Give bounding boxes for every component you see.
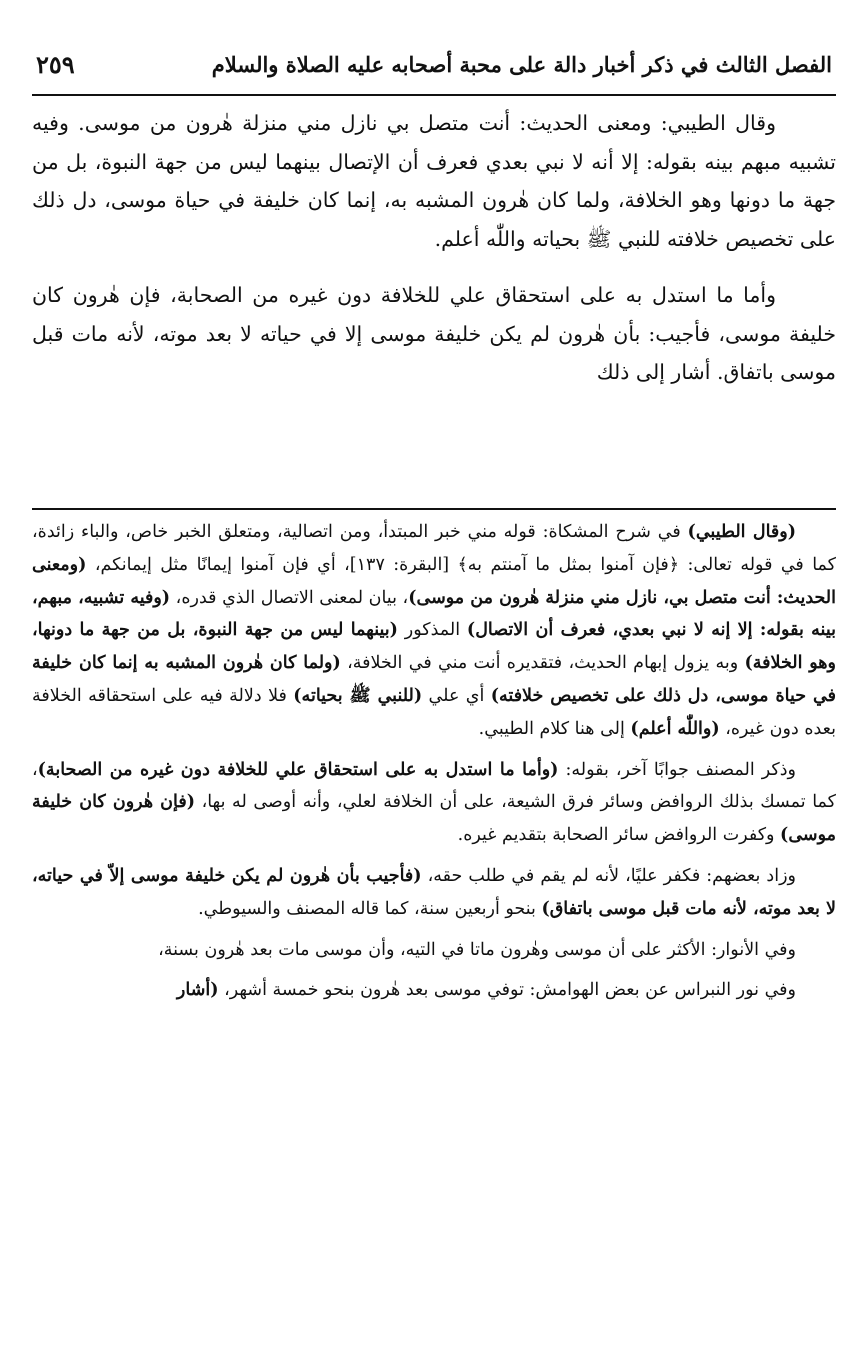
- quoted-text: (فأجيب بأن هٰرون لم يكن خليفة موسى إلاّ في حياته، لا بعد موته، لأنه مات قبل موسى باتفاق): [32, 865, 836, 919]
- explanation-text: المذكور: [397, 620, 467, 641]
- commentary-divider: [32, 508, 836, 510]
- quoted-text: (وفيه تشبيه، مبهم، بينه بقوله: إلا إنه لا نبي بعدي، فعرف أن الاتصال): [32, 587, 836, 641]
- commentary-paragraph: [32, 974, 836, 1007]
- quoted-text: (أشار: [176, 980, 219, 1001]
- explanation-text: وفي نور النبراس عن بعض الهوامش: توفي موسى بعد هٰرون بنحو خمسة أشهر،: [218, 980, 796, 1001]
- quoted-text: (واللّٰه أعلم): [630, 718, 720, 739]
- commentary-paragraph: [32, 934, 836, 967]
- main-paragraph: وأما ما استدل به على استحقاق علي للخلافة دون غيره من الصحابة، فإن هٰرون كان خليفة موسى، فأجيب: بأن هٰرون لم يكن خليفة موسى إلا في حياته لا بعد موته، لأنه مات قبل موسى باتفاق. أشار إلى ذلك: [32, 283, 836, 384]
- explanation-text: فلا دلالة فيه على استحقاقه الخلافة بعده دون غيره،: [32, 685, 836, 739]
- explanation-text: وفي الأنوار: الأكثر على أن موسى وهٰرون ماتا في التيه، وأن موسى مات بعد هٰرون بسنة،: [158, 939, 796, 960]
- quoted-text: (وقال الطيبي): [687, 522, 797, 542]
- explanation-text: إلى هنا كلام الطيبي.: [478, 718, 631, 739]
- explanation-text: وذكر المصنف جوابًا آخر، بقوله:: [558, 759, 796, 780]
- explanation-text: بنحو أربعين سنة، كما قاله المصنف والسيوطي.: [198, 898, 542, 919]
- explanation-text: وكفرت الروافض سائر الصحابة بتقديم غيره.: [457, 825, 781, 846]
- explanation-text: وبه يزول إبهام الحديث، فتقديره أنت مني في الخلافة،: [340, 653, 745, 674]
- explanation-text: وزاد بعضهم: فكفر عليًا، لأنه لم يقم في طلب حقه،: [421, 865, 796, 886]
- chapter-title: الفصل الثالث في ذكر أخبار دالة على محبة أصحابه عليه الصلاة والسلام: [211, 51, 832, 77]
- main-text: [32, 104, 836, 392]
- commentary-paragraph: [32, 516, 836, 746]
- explanation-text: أي علي: [422, 685, 491, 706]
- running-header: [36, 44, 832, 84]
- explanation-text: في شرح المشكاة: قوله مني خبر المبتدأ، ومن اتصالية، ومتعلق الخبر خاص، والباء زائدة، كما في قوله تعالى: ﴿فإن آمنوا بمثل ما آمنتم به﴾ [البقرة: ١٣٧]، أي فإن آمنوا إيمانًا مثل إيمانكم،: [32, 522, 836, 575]
- main-paragraph: وقال الطيبي: ومعنى الحديث: أنت متصل بي نازل مني منزلة هٰرون من موسى. وفيه تشبيه مبهم بينه بقوله: إلا أنه لا نبي بعدي فعرف أن الإتصال بينهما ليس من جهة النبوة، بل من جهة ما دونها وهو الخلافة، ولما كان هٰرون المشبه به، إنما كان خليفة في حياة موسى، دل ذلك على تخصيص خلافته للنبي ﷺ بحياته واللّٰه أعلم.: [32, 111, 836, 251]
- quoted-text: (للنبي ﷺ بحياته): [293, 685, 423, 706]
- quoted-text: (بينهما ليس من جهة النبوة، بل من جهة ما دونها، وهو الخلافة): [32, 620, 836, 674]
- quoted-text: (وأما ما استدل به على استحقاق علي للخلافة دون غيره من الصحابة): [37, 759, 559, 780]
- commentary-paragraph: [32, 860, 836, 926]
- quoted-text: (ولما كان هٰرون المشبه به إنما كان خليفة في حياة موسى، دل ذلك على تخصيص خلافته): [32, 653, 836, 706]
- explanation-text: ، كما تمسك بذلك الروافض وسائر فرق الشيعة، على أن الخلافة لعلي، وأنه أوصى له بها،: [32, 759, 836, 813]
- commentary-paragraph: [32, 754, 836, 852]
- header-divider: [32, 94, 836, 96]
- quoted-text: (فإن هٰرون كان خليفة موسى): [32, 792, 836, 846]
- commentary-text: [32, 516, 836, 1007]
- page-number: ٢٥٩: [36, 49, 75, 79]
- explanation-text: ، بيان لمعنى الاتصال الذي قدره،: [170, 587, 409, 608]
- quoted-text: (ومعنى الحديث: أنت متصل بي، نازل مني منزلة هٰرون من موسى): [32, 554, 837, 608]
